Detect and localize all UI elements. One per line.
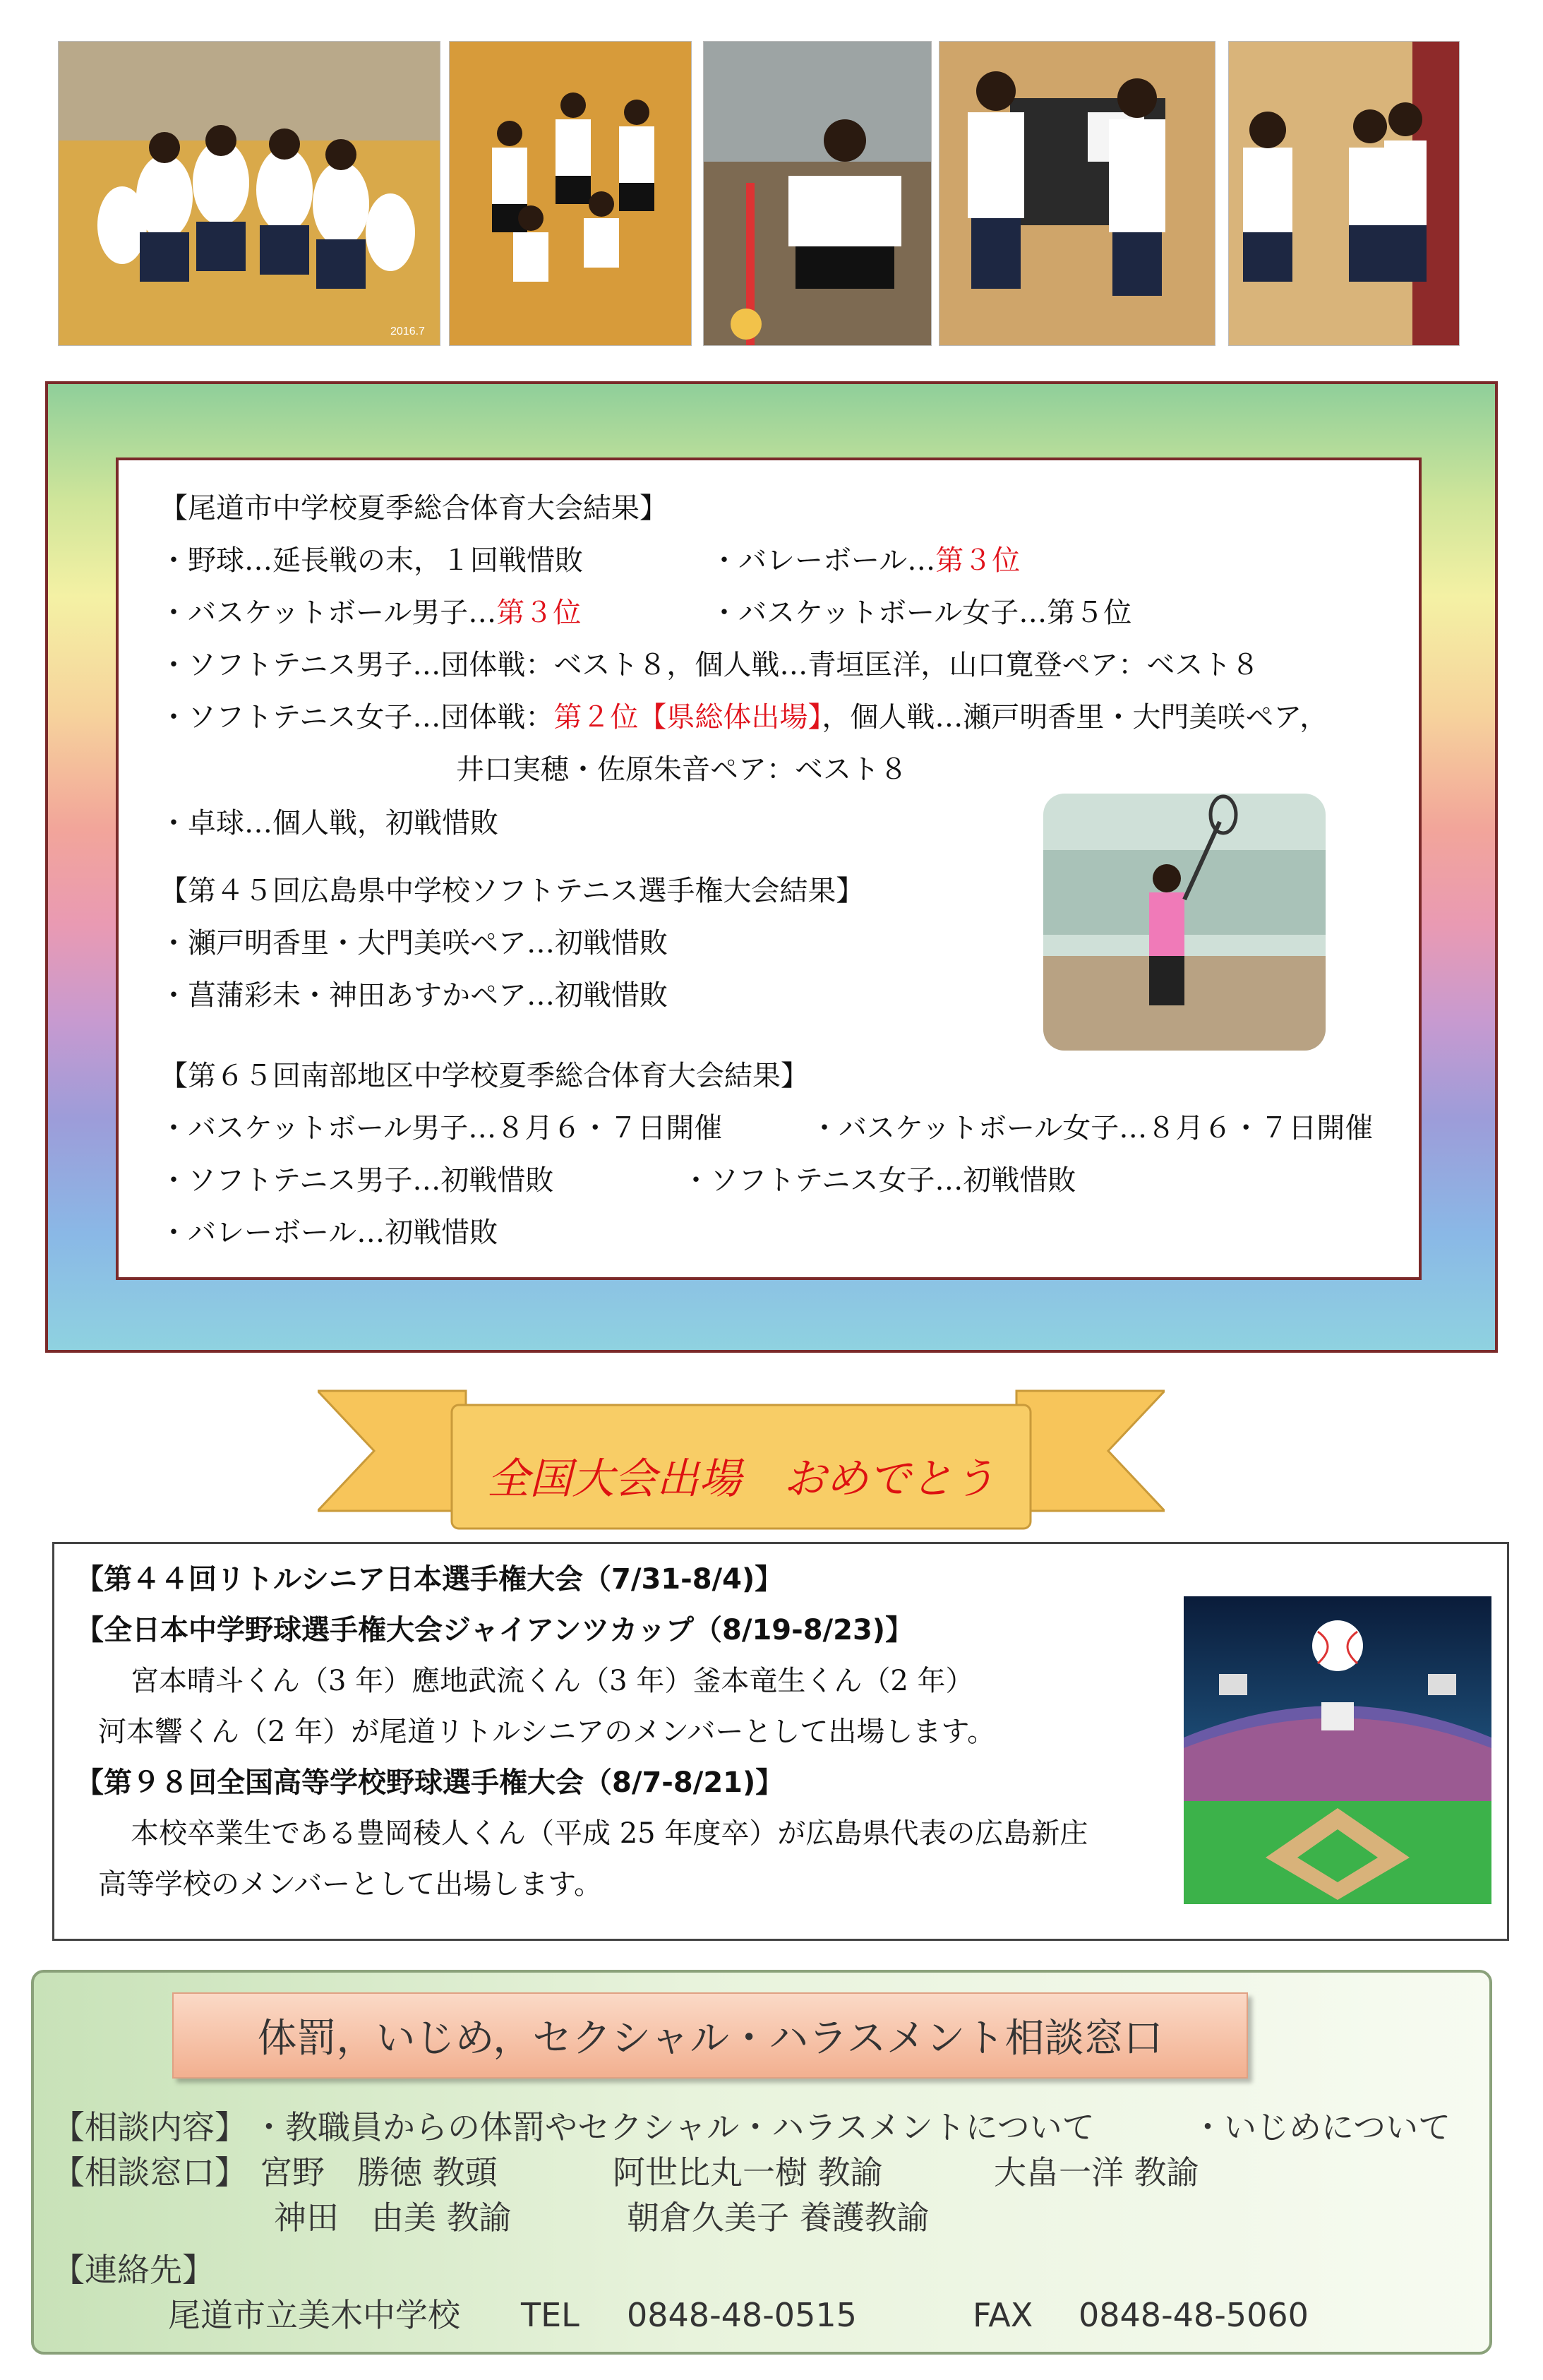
result-soft-tennis-girls-line2: 井口実穂・佐原朱音ペア：ベスト８ xyxy=(456,753,908,786)
result-soft-tennis-girls: ・ソフトテニス女子…団体戦：第２位【県総体出場】，個人戦…瀬戸明香里・大門美咲ペア， xyxy=(160,701,1328,734)
heading-high-school-championship: 【第９８回全国高等学校野球選手権大会（8/7-8/21)】 xyxy=(76,1766,784,1799)
consult-content-item2: ・いじめについて xyxy=(1191,2108,1451,2146)
consult-person-teacher2: 大畠一洋 教諭 xyxy=(994,2153,1199,2191)
consult-contact-label: 【連絡先】 xyxy=(52,2251,215,2289)
consultation-box xyxy=(31,1970,1492,2355)
heading-little-senior: 【第４４回リトルシニア日本選手権大会（7/31-8/4)】 xyxy=(76,1563,783,1596)
consult-tel-number: 0848-48-0515 xyxy=(627,2296,857,2334)
result-south-volleyball: ・バレーボール…初戦惜敗 xyxy=(160,1216,498,1249)
consult-tel-label: TEL xyxy=(521,2296,580,2334)
result-soft-tennis-boys: ・ソフトテニス男子…団体戦：ベスト８，個人戦…青垣匡洋，山口寛登ペア：ベスト８ xyxy=(160,649,1260,681)
consult-content-item1: ・教職員からの体罰やセクシャル・ハラスメントについて xyxy=(253,2108,1095,2146)
soft-tennis-girls-rank: 第２位【県総体出場】 xyxy=(553,701,822,734)
consultation-title: 体罰，いじめ，セクシャル・ハラスメント相談窓口 xyxy=(172,1992,1248,2079)
consult-person-nurse: 朝倉久美子 養護教諭 xyxy=(627,2199,930,2237)
photo-team-huddle xyxy=(58,41,440,346)
result-south-soft-tennis-boys: ・ソフトテニス男子…初戦惜敗 xyxy=(160,1164,554,1197)
consult-person-vice-principal: 宮野 勝徳 教頭 xyxy=(260,2153,498,2191)
consult-fax-label: FAX xyxy=(973,2296,1033,2334)
photo-volleyball-referee xyxy=(703,41,932,346)
result-basketball-boys: ・バスケットボール男子…第３位 xyxy=(160,597,582,629)
photo-students-celebrating xyxy=(449,41,692,346)
national-members-line1: 宮本晴斗くん（3 年）應地武流くん（3 年）釜本竜生くん（2 年） xyxy=(131,1665,974,1697)
graduate-line2: 高等学校のメンバーとして出場します。 xyxy=(98,1868,602,1901)
photo-datestamp: 2016.7 xyxy=(390,325,425,337)
result-volleyball: ・バレーボール…第３位 xyxy=(710,544,1021,577)
result-prefecture-pair2: ・菖蒲彩未・神田あすかペア…初戦惜敗 xyxy=(160,979,668,1012)
result-table-tennis: ・卓球…個人戦，初戦惜敗 xyxy=(160,807,498,839)
photo-students-talking xyxy=(1228,41,1460,346)
heading-giants-cup: 【全日本中学野球選手権大会ジャイアンツカップ（8/19-8/23)】 xyxy=(76,1614,914,1646)
baseball-stadium-illustration xyxy=(1184,1596,1491,1904)
results-box xyxy=(116,458,1422,1280)
photo-scoreboard xyxy=(939,41,1215,346)
basketball-boys-rank: 第３位 xyxy=(496,597,582,629)
result-south-basketball-girls: ・バスケットボール女子…８月６・７日開催 xyxy=(810,1112,1374,1144)
consult-content-label: 【相談内容】 xyxy=(52,2108,247,2146)
graduate-line1: 本校卒業生である豊岡稜人くん（平成 25 年度卒）が広島県代表の広島新庄 xyxy=(131,1817,1088,1850)
consult-person-teacher3: 神田 由美 教諭 xyxy=(274,2199,512,2237)
consult-window-label: 【相談窓口】 xyxy=(52,2153,247,2191)
heading-prefecture-tournament: 【第４５回広島県中学校ソフトテニス選手権大会結果】 xyxy=(160,875,865,907)
result-south-basketball-boys: ・バスケットボール男子…８月６・７日開催 xyxy=(160,1112,723,1144)
heading-local-tournament: 【尾道市中学校夏季総合体育大会結果】 xyxy=(160,492,668,525)
consult-person-teacher1: 阿世比丸一樹 教諭 xyxy=(613,2153,883,2191)
consult-fax-number: 0848-48-5060 xyxy=(1079,2296,1309,2334)
result-prefecture-pair1: ・瀬戸明香里・大門美咲ペア…初戦惜敗 xyxy=(160,927,668,959)
heading-south-district-tournament: 【第６５回南部地区中学校夏季総合体育大会結果】 xyxy=(160,1060,809,1092)
result-baseball: ・野球…延長戦の末，１回戦惜敗 xyxy=(160,544,583,577)
consult-school-name: 尾道市立美木中学校 xyxy=(168,2296,460,2334)
result-basketball-girls: ・バスケットボール女子…第５位 xyxy=(710,597,1132,629)
national-tournament-box xyxy=(52,1542,1509,1941)
photo-tennis-player xyxy=(1043,794,1326,1051)
result-south-soft-tennis-girls: ・ソフトテニス女子…初戦惜敗 xyxy=(682,1164,1076,1197)
congrats-banner-text: 全国大会出場 おめでとう xyxy=(487,1454,995,1504)
volleyball-rank: 第３位 xyxy=(935,544,1021,577)
national-members-line2: 河本響くん（2 年）が尾道リトルシニアのメンバーとして出場します。 xyxy=(98,1716,996,1748)
